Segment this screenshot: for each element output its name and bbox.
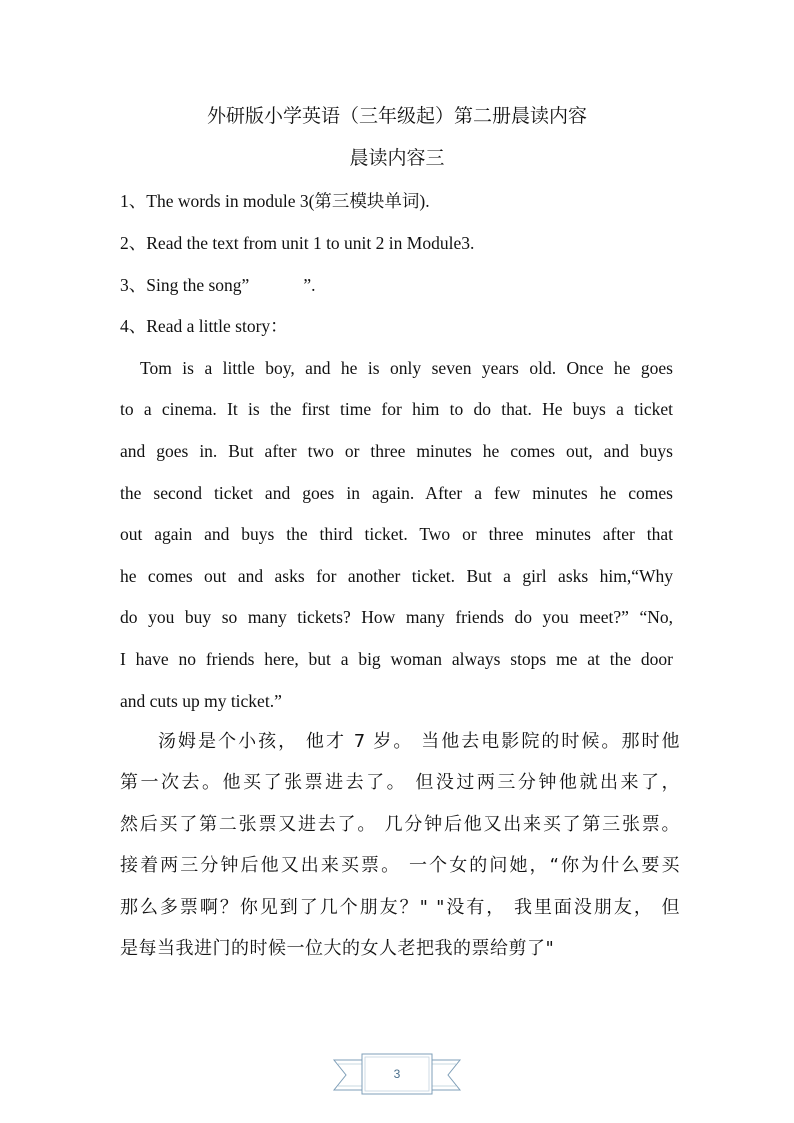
- page-number: 3: [393, 1067, 401, 1081]
- story-en-line: Tom is a little boy, and he is only seven years old. Once he goes: [140, 358, 673, 378]
- story-cn-line: 接着两三分钟后他又出来买票。 一个女的问她，“你为什么要买: [120, 855, 680, 876]
- list-item: [120, 273, 315, 297]
- story-en-line: to a cinema. It is the first time for him to do that. He buys a ticket: [120, 399, 673, 419]
- story-en-line: and goes in. But after two or three minutes he comes out, and buys: [120, 441, 673, 461]
- story-cn-line: 汤姆是个小孩， 他才 7 岁。 当他去电影院的时候。那时他: [158, 731, 680, 752]
- story-en-line: do you buy so many tickets? How many friends do you meet?” “No,: [120, 607, 673, 627]
- story-en-line: I have no friends here, but a big woman always stops me at the door: [120, 649, 673, 669]
- story-en-line: out again and buys the third ticket. Two or three minutes after that: [120, 524, 673, 544]
- story-en-line: the second ticket and goes in again. After a few minutes he comes: [120, 483, 673, 503]
- document-subtitle: 晨读内容三: [349, 148, 445, 169]
- story-en-line: and cuts up my ticket.”: [120, 691, 282, 711]
- story-en-line: he comes out and asks for another ticket. But a girl asks him,“Why: [120, 566, 673, 586]
- document-title: 外研版小学英语（三年级起）第二册晨读内容: [206, 106, 587, 127]
- song-item-close: ”.: [303, 275, 316, 295]
- story-cn-line: 那么多票啊？你见到了几个朋友？" "没有， 我里面没朋友， 但: [120, 897, 680, 918]
- list-item: 4、Read a little story：: [120, 316, 288, 336]
- story-cn-line: 然后买了第二张票又进去了。 几分钟后他又出来买了第三张票。: [120, 814, 680, 835]
- list-item: 1、The words in module 3(第三模块单词).: [120, 191, 430, 211]
- story-cn-line: 第一次去。他买了张票进去了。 但没过两三分钟他就出来了，: [120, 772, 680, 793]
- song-item-text: 3、Sing the song”: [120, 275, 250, 295]
- list-item: 2、Read the text from unit 1 to unit 2 in Module3.: [120, 233, 475, 253]
- story-cn-line: 是每当我进门的时候一位大的女人老把我的票给剪了": [120, 938, 555, 959]
